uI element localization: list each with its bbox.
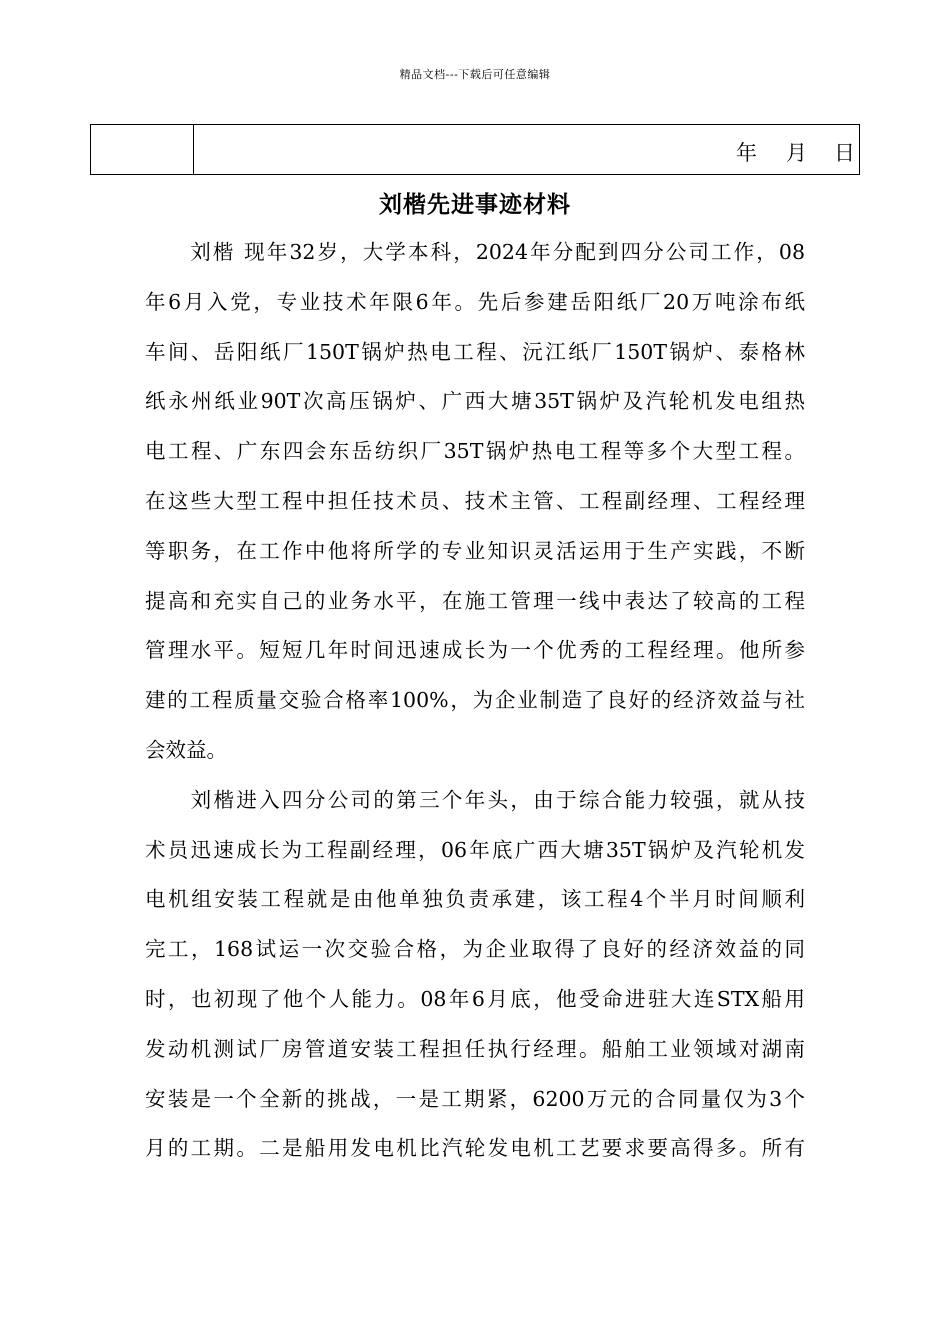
paragraph-2-line: 术员迅速成长为工程副经理，06年底广西大塘35T锅炉及汽轮机发 [145, 837, 805, 862]
paragraph-1-line: 提高和充实自己的业务水平，在施工管理一线中表达了较高的工程 [145, 588, 805, 613]
date-cell [194, 125, 860, 175]
document-title: 刘楷先进事迹材料 [379, 192, 571, 218]
paragraph-2-line: 刘楷进入四分公司的第三个年头，由于综合能力较强，就从技 [145, 787, 805, 812]
paragraph-2-line: 电机组安装工程就是由他单独负责承建，该工程4个半月时间顺利 [145, 887, 805, 912]
paragraph-1-line: 刘楷 现年32岁，大学本科，2024年分配到四分公司工作，08 [145, 240, 805, 264]
signature-table [90, 124, 860, 175]
paragraph-1-line: 年6月入党，专业技术年限6年。先后参建岳阳纸厂20万吨涂布纸 [145, 289, 805, 314]
paragraph-1-line: 建的工程质量交验合格率100%，为企业制造了良好的经济效益与社 [145, 688, 805, 713]
page-header: 精品文档---下载后可任意编辑 [399, 68, 551, 81]
paragraph-2-line: 月的工期。二是船用发电机比汽轮发电机工艺要求要高得多。所有 [145, 1136, 805, 1161]
paragraph-2-line: 时，也初现了他个人能力。08年6月底，他受命进驻大连STX船用 [145, 986, 805, 1011]
date-year: 年 [736, 141, 757, 165]
date-day: 日 [834, 141, 855, 165]
paragraph-2-line: 发动机测试厂房管道安装工程担任执行经理。船舶工业领域对湖南 [145, 1036, 805, 1061]
paragraph-1-line: 车间、岳阳纸厂150T锅炉热电工程、沅江纸厂150T锅炉、泰格林 [145, 339, 805, 364]
paragraph-1-line: 在这些大型工程中担任技术员、技术主管、工程副经理、工程经理 [145, 488, 805, 513]
paragraph-1-line: 等职务，在工作中他将所学的专业知识灵活运用于生产实践，不断 [145, 538, 805, 563]
paragraph-1-line: 纸永州纸业90T次高压锅炉、广西大塘35T锅炉及汽轮机发电组热 [145, 389, 805, 414]
paragraph-2-line: 完工，168试运一次交验合格，为企业取得了良好的经济效益的同 [145, 937, 805, 962]
document-body [145, 228, 805, 1174]
paragraph-1-line: 会效益。 [145, 737, 227, 762]
date-month: 月 [786, 141, 807, 165]
signature-label-cell [91, 125, 194, 175]
paragraph-1-line: 电工程、广东四会东岳纺织厂35T锅炉热电工程等多个大型工程。 [145, 439, 805, 464]
paragraph-2-line: 安装是一个全新的挑战，一是工期紧，6200万元的合同量仅为3个 [145, 1086, 805, 1111]
paragraph-1-line: 管理水平。短短几年时间迅速成长为一个优秀的工程经理。他所参 [145, 638, 805, 663]
